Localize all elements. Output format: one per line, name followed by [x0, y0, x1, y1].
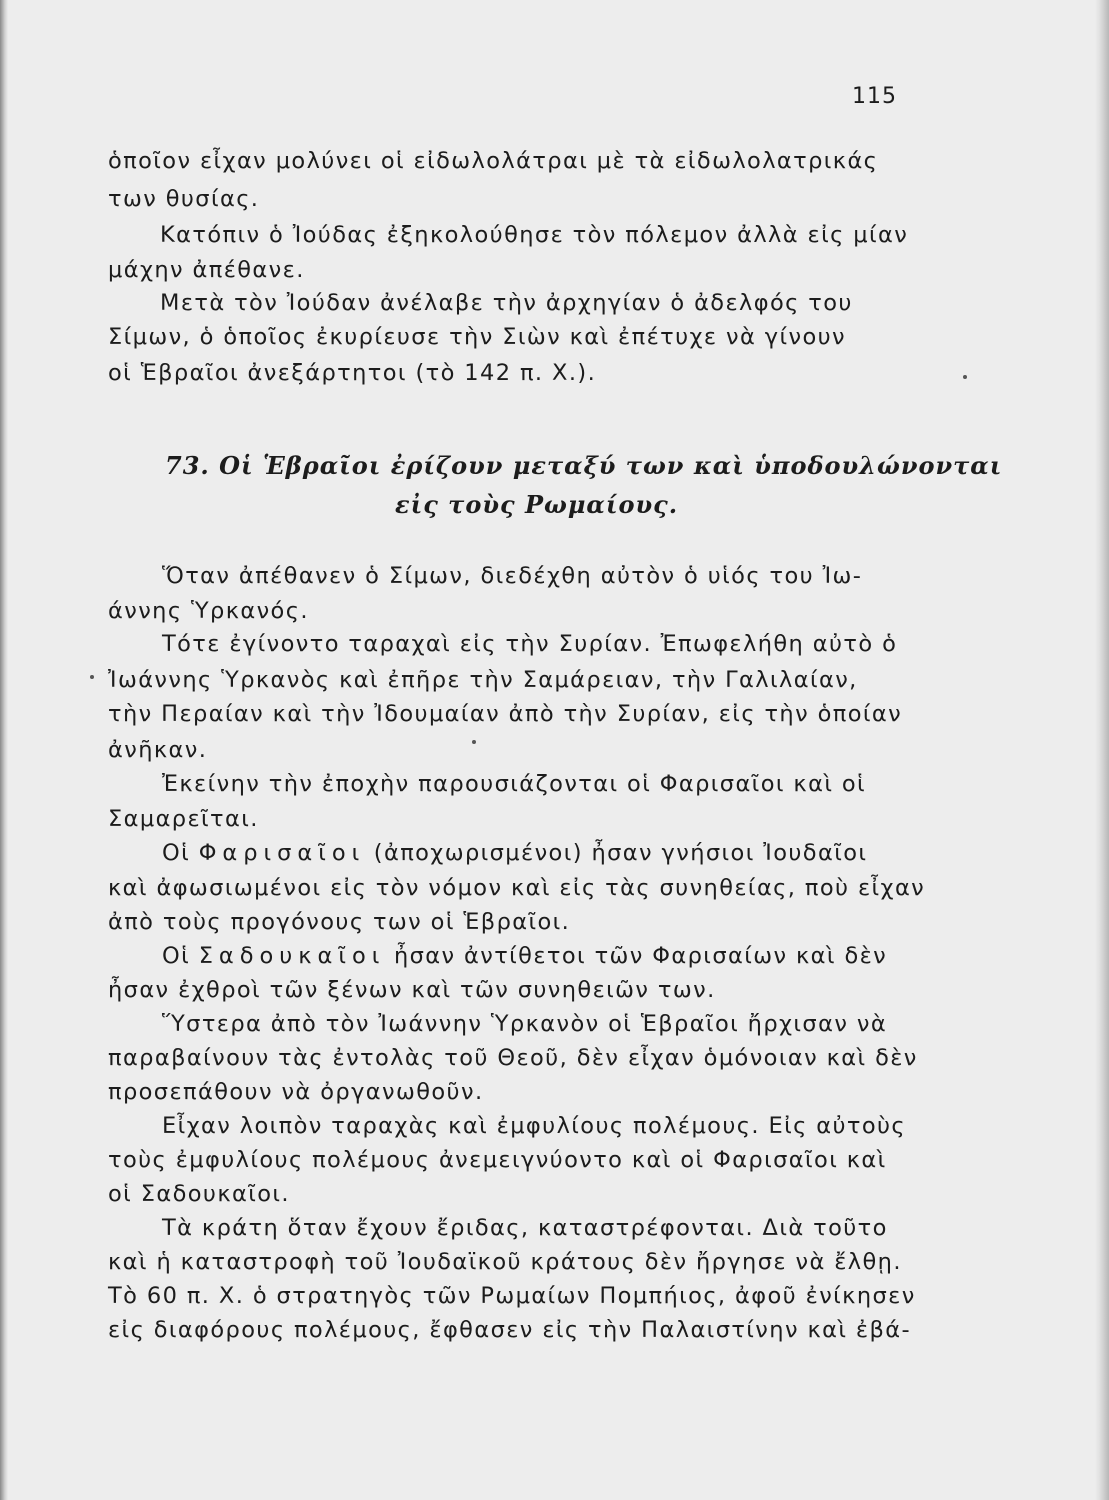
page-number: 115 [852, 84, 897, 109]
text-line: οἱ Σαδουκαῖοι. [108, 1181, 290, 1207]
section-heading-line-1 [165, 451, 1003, 480]
text-line: Εἶχαν λοιπὸν ταραχὰς καὶ ἐμφυλίους πολέμους. Εἰς αὐτοὺς [162, 1113, 907, 1139]
speck-mark [90, 675, 94, 679]
text-line: καὶ ἀφωσιωμένοι εἰς τὸν νόμον καὶ εἰς τὰς συνηθείας, ποὺ εἶχαν [108, 875, 926, 901]
text-line: Ὕστερα ἀπὸ τὸν Ἰωάννην Ὑρκανὸν οἱ Ἑβραῖοι ἤρχισαν νὰ [162, 1011, 888, 1037]
text-line [162, 945, 887, 968]
text-line: Ἐκείνην τὴν ἐποχὴν παρουσιάζονται οἱ Φαρισαῖοι καὶ οἱ [162, 771, 867, 797]
section-number: 73. [165, 451, 210, 480]
page-left-edge-shadow [0, 0, 8, 1500]
text-line: εἰς διαφόρους πολέμους, ἔφθασεν εἰς τὴν Παλαιστίνην καὶ ἐβά- [108, 1317, 911, 1343]
spaced-term-pharisees: Φαρισαῖοι [198, 840, 366, 866]
spaced-term-sadducees: Σαδουκαῖοι [198, 943, 386, 969]
text-span: ἦσαν ἀντίθετοι τῶν Φαρισαίων καὶ δὲν [393, 943, 888, 969]
text-line: άννης Ὑρκανός. [108, 598, 309, 624]
text-line: Κατόπιν ὁ Ἰούδας ἐξηκολούθησε τὸν πόλεμον ἀλλὰ εἰς μίαν [160, 222, 909, 248]
text-line [162, 842, 867, 865]
speck-mark [963, 375, 967, 379]
text-span: Οἱ [162, 840, 191, 866]
text-span: (ἀποχωρισμένοι) ἦσαν γνήσιοι Ἰουδαῖοι [373, 840, 868, 866]
text-line: Τὸ 60 π. Χ. ὁ στρατηγὸς τῶν Ρωμαίων Πομπήιος, ἀφοῦ ἐνίκησεν [108, 1283, 916, 1309]
text-line: οἱ Ἑβραῖοι ἀνεξάρτητοι (τὸ 142 π. Χ.). [108, 360, 597, 386]
text-line: Ἰωάννης Ὑρκανὸς καὶ ἐπῆρε τὴν Σαμάρειαν, τὴν Γαλιλαίαν, [108, 667, 858, 693]
text-line: προσεπάθουν νὰ ὀργανωθοῦν. [108, 1079, 484, 1105]
text-line: Μετὰ τὸν Ἰούδαν ἀνέλαβε τὴν ἀρχηγίαν ὁ ἀδελφός του [160, 290, 853, 316]
text-line: Σίμων, ὁ ὁποῖος ἐκυρίευσε τὴν Σιὼν καὶ ἐπέτυχε νὰ γίνουν [108, 324, 847, 350]
text-line: των θυσίας. [108, 186, 260, 212]
text-line: Ὅταν ἀπέθανεν ὁ Σίμων, διεδέχθη αὐτὸν ὁ υἱός του Ἰω- [162, 563, 863, 589]
page-right-edge-shadow [1095, 0, 1109, 1500]
text-line: μάχην ἀπέθανε. [108, 257, 305, 283]
section-title: Οἱ Ἑβραῖοι ἐρίζουν μεταξύ των καὶ ὑποδουλώνονται [219, 451, 1003, 480]
text-line: Τὰ κράτη ὅταν ἔχουν ἔριδας, καταστρέφονται. Διὰ τοῦτο [162, 1215, 888, 1241]
text-span: Οἱ [162, 943, 191, 969]
speck-mark [472, 740, 476, 744]
text-line: ἦσαν ἐχθροὶ τῶν ξένων καὶ τῶν συνηθειῶν των. [108, 977, 716, 1003]
text-line: ἀπὸ τοὺς προγόνους των οἱ Ἑβραῖοι. [108, 909, 571, 935]
section-heading-line-2: εἰς τοὺς Ρωμαίους. [395, 490, 679, 519]
text-line: παραβαίνουν τὰς ἐντολὰς τοῦ Θεοῦ, δὲν εἶχαν ὁμόνοιαν καὶ δὲν [108, 1045, 918, 1071]
text-line: καὶ ἡ καταστροφὴ τοῦ Ἰουδαϊκοῦ κράτους δὲν ἤργησε νὰ ἔλθῃ. [108, 1249, 902, 1275]
text-line: ὁποῖον εἶχαν μολύνει οἱ εἰδωλολάτραι μὲ τὰ εἰδωλολατρικάς [108, 148, 879, 174]
text-line: Σαμαρεῖται. [108, 806, 259, 832]
text-line: Τότε ἐγίνοντο ταραχαὶ εἰς τὴν Συρίαν. Ἐπωφελήθη αὐτὸ ὁ [162, 631, 898, 657]
text-line: τὴν Περαίαν καὶ τὴν Ἰδουμαίαν ἀπὸ τὴν Συρίαν, εἰς τὴν ὁποίαν [108, 701, 903, 727]
text-line: τοὺς ἐμφυλίους πολέμους ἀνεμειγνύοντο καὶ οἱ Φαρισαῖοι καὶ [108, 1147, 887, 1173]
text-line: ἀνῆκαν. [108, 737, 208, 763]
